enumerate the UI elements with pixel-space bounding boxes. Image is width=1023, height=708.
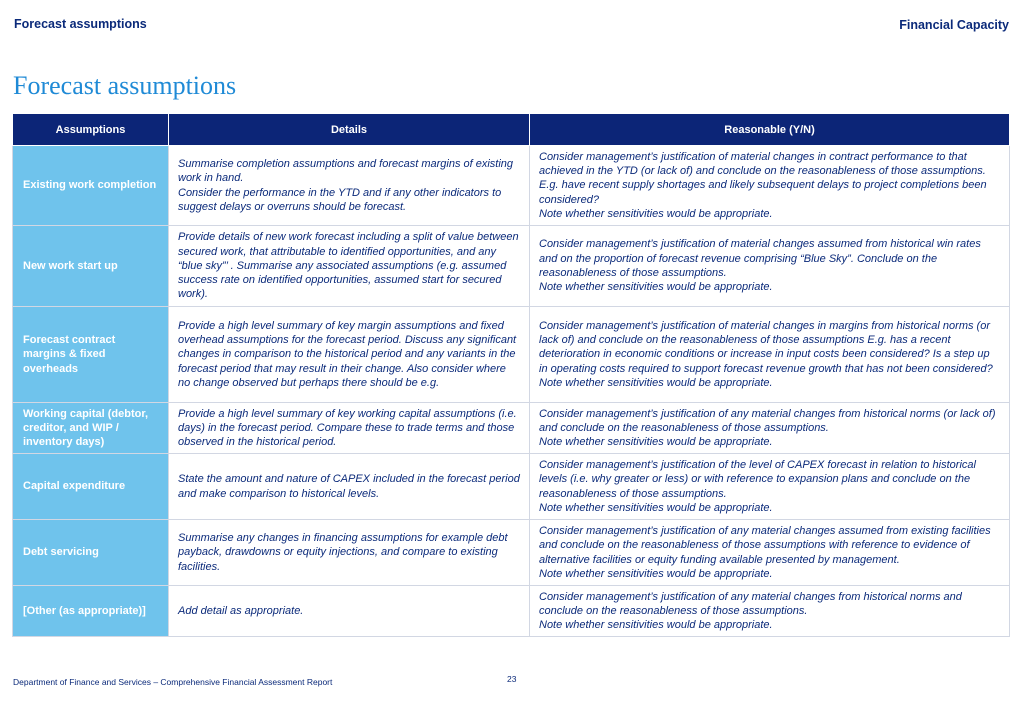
- table-row: [13, 226, 1010, 307]
- column-header-assumptions: Assumptions: [13, 114, 169, 146]
- table-row: [13, 146, 1010, 226]
- row-reasonable: Consider management’s justification of any material changes from historical norms (or lack of) and conclude on the reasonableness of those assumptions. Note whether sensitivities would be appropriate.: [530, 403, 1010, 454]
- table-row: [13, 454, 1010, 520]
- row-label: [Other (as appropriate)]: [13, 586, 169, 637]
- row-label: Working capital (debtor, creditor, and WIP / inventory days): [13, 403, 169, 454]
- page-title: Forecast assumptions: [13, 71, 237, 100]
- column-header-reasonable: Reasonable (Y/N): [530, 114, 1010, 146]
- row-details: Provide a high level summary of key margin assumptions and fixed overhead assumptions for the forecast period. Discuss any significant changes in comparison to the historical period and any variants in the forecast period that may result in their change. Also consider where no change observed but perhaps there should be e.g.: [169, 307, 530, 403]
- row-details: Provide details of new work forecast including a split of value between secured work, that attributable to identified opportunities, and any “blue sky”’ . Summarise any associated assumptions (e.g. assumed success rate on identified opportunities, assumed start for secured work).: [169, 226, 530, 307]
- row-details: State the amount and nature of CAPEX included in the forecast period and make comparison to historical levels.: [169, 454, 530, 520]
- header-section-title: Forecast assumptions: [14, 17, 147, 31]
- row-label: Capital expenditure: [13, 454, 169, 520]
- table-row: [13, 307, 1010, 403]
- table-header-row: [13, 114, 1010, 146]
- row-reasonable: Consider management’s justification of material changes in margins from historical norms (or lack of) and conclude on the reasonableness of those assumptions E.g. has a recent deterioration in economic conditions or increase in input costs been considered? Is a step up in operating costs required to support forecast revenue growth that has not been considered? Note whether sensitivities would be appropriate.: [530, 307, 1010, 403]
- row-reasonable: Consider management’s justification of material changes in contract performance to that achieved in the YTD (or lack of) and conclude on the reasonableness of those assumptions. E.g. have recent supply shortages and likely subsequent delays to project completions been considered? Note whether sensitivities would be appropriate.: [530, 146, 1010, 226]
- page-number: 23: [507, 674, 517, 684]
- row-reasonable: Consider management’s justification of the level of CAPEX forecast in relation to historical levels (i.e. why greater or less) or with reference to expansion plans and conclude on the reasonableness of those assumptions. Note whether sensitivities would be appropriate.: [530, 454, 1010, 520]
- row-details: Add detail as appropriate.: [169, 586, 530, 637]
- row-reasonable: Consider management’s justification of material changes assumed from historical win rates and on the proportion of forecast revenue comprising “Blue Sky”. Conclude on the reasonableness of those assumptions. Note whether sensitivities would be appropriate.: [530, 226, 1010, 307]
- row-details: Provide a high level summary of key working capital assumptions (i.e. days) in the forecast period. Compare these to trade terms and those observed in the historical period.: [169, 403, 530, 454]
- row-details: Summarise any changes in financing assumptions for example debt payback, drawdowns or equity injections, and compare to existing facilities.: [169, 520, 530, 586]
- row-label: Debt servicing: [13, 520, 169, 586]
- row-reasonable: Consider management’s justification of any material changes from historical norms and conclude on the reasonableness of those assumptions. Note whether sensitivities would be appropriate.: [530, 586, 1010, 637]
- assumptions-table: [12, 113, 1010, 637]
- row-reasonable: Consider management’s justification of any material changes assumed from existing facilities and conclude on the reasonableness of those assumptions with reference to evidence of alternative facilities or equity funding available presented by management. Note whether sensitivities would be appropriate.: [530, 520, 1010, 586]
- row-label: New work start up: [13, 226, 169, 307]
- row-details: Summarise completion assumptions and forecast margins of existing work in hand. Consider the performance in the YTD and if any other indicators to suggest delays or overruns should be forecast.: [169, 146, 530, 226]
- table-row: [13, 403, 1010, 454]
- table-row: [13, 520, 1010, 586]
- header-section-name: Financial Capacity: [899, 18, 1009, 32]
- footer-report-name: Department of Finance and Services – Comprehensive Financial Assessment Report: [13, 677, 333, 687]
- table-row: [13, 586, 1010, 637]
- row-label: Existing work completion: [13, 146, 169, 226]
- column-header-details: Details: [169, 114, 530, 146]
- row-label: Forecast contract margins & fixed overheads: [13, 307, 169, 403]
